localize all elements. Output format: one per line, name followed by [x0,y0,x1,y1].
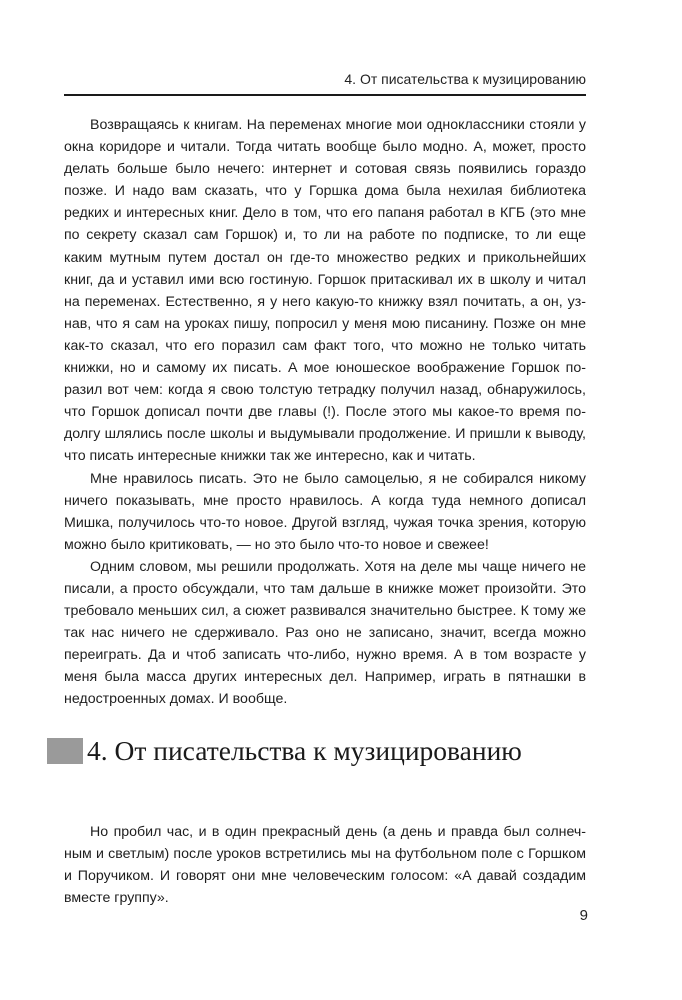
paragraph: Но пробил час, и в один прекрасный день (а день и правда был солнечным и светлым) после уроков встретились мы на футбольном поле с Горшком и Поручиком. И говорят они мне человеческим голосом: «А давай создадим вместе группу». [64,824,586,907]
chapter-marker [47,738,83,764]
chapter-title: 4. От писательства к музицированию [87,735,522,766]
paragraph: Одним словом, мы решили продолжать. Хотя на деле мы чаще ничего не писали, а просто обсуждали, что там дальше в книжке может произойти. Это требовало меньших сил, а сюжет развивался значительно быстрее. К тому же так нас ничего не сдерживало. Раз оно не записано, значит, всегда можно переиграть. Да и чтоб записать что-либо, нужно время. А в том возрасте у меня была масса других интересных дел. Например, играть в пятнашки в недостроенных домах. И вообще. [64,558,586,708]
chapter-heading [47,731,522,771]
header-rule [64,94,586,96]
chapter-text [64,821,586,909]
paragraph: Мне нравилось писать. Это не было самоцелью, я не собирался никому ничего показывать, мне просто нравилось. А когда туда немного дописал Мишка, получилось что-то новое. Другой взгляд, чужая точка зрения, которую можно было критиковать, — но это было что-то новое и свежее! [64,470,586,553]
paragraph: Возвращаясь к книгам. На переменах многие мои одноклассники стояли у окна коридоре и читали. Тогда читать вообще было модно. А, может, просто делать больше было нечего: интернет и сотовая связь появились гораздо позже. И надо вам сказать, что у Горшка дома была нехилая библиотека редких и интересных книг. Дело в том, что его папаня работал в КГБ (это мне по секрету сказал сам Горшок) и, то ли на работе по подписке, то ли еще каким мутным путем достал он где-то множество редких и прикольнейших книг, да и уставил ими всю гостиную. Горшок притаскивал их в школу и читал на переменах. Естественно, я у него какую-то книжку взял почитать, а он, узнав, что я сам на уроках пишу, попросил у меня мою писанину. Позже он мне как-то сказал, что его поразил сам факт того, что можно не только читать книжки, но и самому их писать. А мое юношеское воображение Горшок поразил вот чем: когда я свою толстую тетрадку получил назад, обнаружилось, что Горшок дописал почти две главы (!). После этого мы какое-то время подолгу шлялись после школы и выдумывали продолжение. И пришли к выводу, что писать интересные книжки так же интересно, как и читать. [64,117,586,465]
running-head-title: 4. От писательства к музицированию [344,71,586,87]
page-number: 9 [579,907,588,924]
body-text [64,114,586,711]
